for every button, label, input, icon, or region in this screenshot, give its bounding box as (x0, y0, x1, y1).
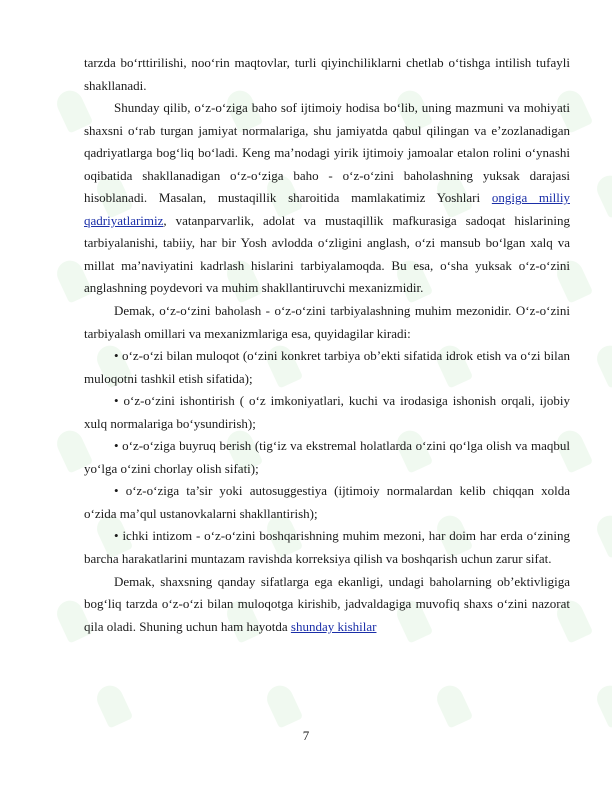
paragraph-continuation (84, 52, 570, 97)
list-item-text: • o‘z-o‘ziga ta’sir yoki autosuggestiya (ijtimoiy normalardan kelib chiqqan xolda o‘zida ma’qul ustanovkalarni shakllantirish); (84, 483, 570, 521)
paragraph-self-education (84, 300, 570, 345)
list-item (84, 480, 570, 525)
watermark-mark (593, 171, 612, 218)
watermark-mark (593, 681, 612, 728)
link-national-values[interactable]: ongiga milliy qadriyatlarimiz (84, 190, 570, 228)
list-item-text: • ichki intizom - o‘z-o‘zini boshqarishning muhim mezoni, har doim har erda o‘zining barcha harakatlarini muntazam ravishda korreksiya qilish va boshqarish uchun zarur sifat. (84, 528, 570, 567)
list-item-text: • o‘z-o‘ziga buyruq berish (tig‘iz va ekstremal holatlarda o‘zini qo‘lga olish va maqbul yo‘lga o‘zini chorlay olish sifati); (84, 438, 570, 476)
list-item-text: • o‘z-o‘zi bilan muloqot (o‘zini konkret tarbiya ob’ekti sifatida idrok etish va o‘zi bilan muloqotni tashkil etish sifatida); (84, 348, 570, 386)
watermark-mark (593, 341, 612, 388)
body-text (84, 52, 570, 638)
list-item (84, 390, 570, 435)
paragraph-text: Demak, o‘z-o‘zini baholash - o‘z-o‘zini tarbiyalashning muhim mezonidir. O‘z-o‘zini tarbiyalash omillari va mexanizmlariga esa, quyidagilar kiradi: (84, 303, 570, 341)
link-such-people[interactable]: shunday kishilar (290, 618, 377, 634)
paragraph-text: , vatanparvarlik, adolat va mustaqillik mafkurasiga sadoqat hislarining tarbiyalanishi, tabiiy, har bir Yosh avlodda o‘zligini anglash, o‘zi mansub bo‘lgan xalq va millat ma’naviyatini kadrlash hislarini tarbiyalamoqda. Bu esa, o‘sha yuksak o‘z-o‘zini anglashning poydevori va muhim shakllantiruvchi mexanizmidir. (84, 212, 570, 296)
watermark-mark (93, 681, 133, 728)
list-item (84, 345, 570, 390)
watermark-mark (593, 511, 612, 558)
paragraph-text: tarzda bo‘rttirilishi, noo‘rin maqtovlar, turli qiyinchiliklarni chetlab o‘tishga intilish tufayli shakllanadi. (84, 55, 570, 93)
paragraph-text: Shunday qilib, o‘z-o‘ziga baho sof ijtimoiy hodisa bo‘lib, uning mazmuni va mohiyati shaxsni o‘rab turgan jamiyat normalariga, shu jamiyatda qabul qilingan va e’zozlanadigan qadriyatlarga bog‘liq bo‘ladi. Keng ma’nodagi yirik ijtimoiy jamoalar etalon rolini o‘ynashi oqibatida shakllanadigan o‘z-o‘ziga baho - o‘z-o‘zini baholashning yuksak darajasi hisoblanadi. Masalan, mustaqillik sharoitida mamlakatimiz Yoshlari (84, 100, 570, 206)
list-item (84, 525, 570, 570)
paragraph-conclusion (84, 571, 570, 639)
paragraph-text: Demak, shaxsning qanday sifatlarga ega ekanligi, undagi baholarning ob’ektivligiga bog‘liq tarzda o‘z-o‘zi bilan muloqotga kirishib, jadvaldagiga muvofiq shaxs o‘zini nazorat qila oladi. Shuning uchun ham hayotda (84, 573, 570, 634)
list-item-text: • o‘z-o‘zini ishontirish ( o‘z imkoniyatlari, kuchi va irodasiga ishonish orqali, ijobiy xulq normalariga bo‘ysundirish); (84, 393, 570, 431)
paragraph-self-assessment (84, 97, 570, 300)
page-number: 7 (302, 728, 310, 743)
list-item (84, 435, 570, 480)
watermark-mark (433, 681, 473, 728)
watermark-mark (263, 681, 303, 728)
